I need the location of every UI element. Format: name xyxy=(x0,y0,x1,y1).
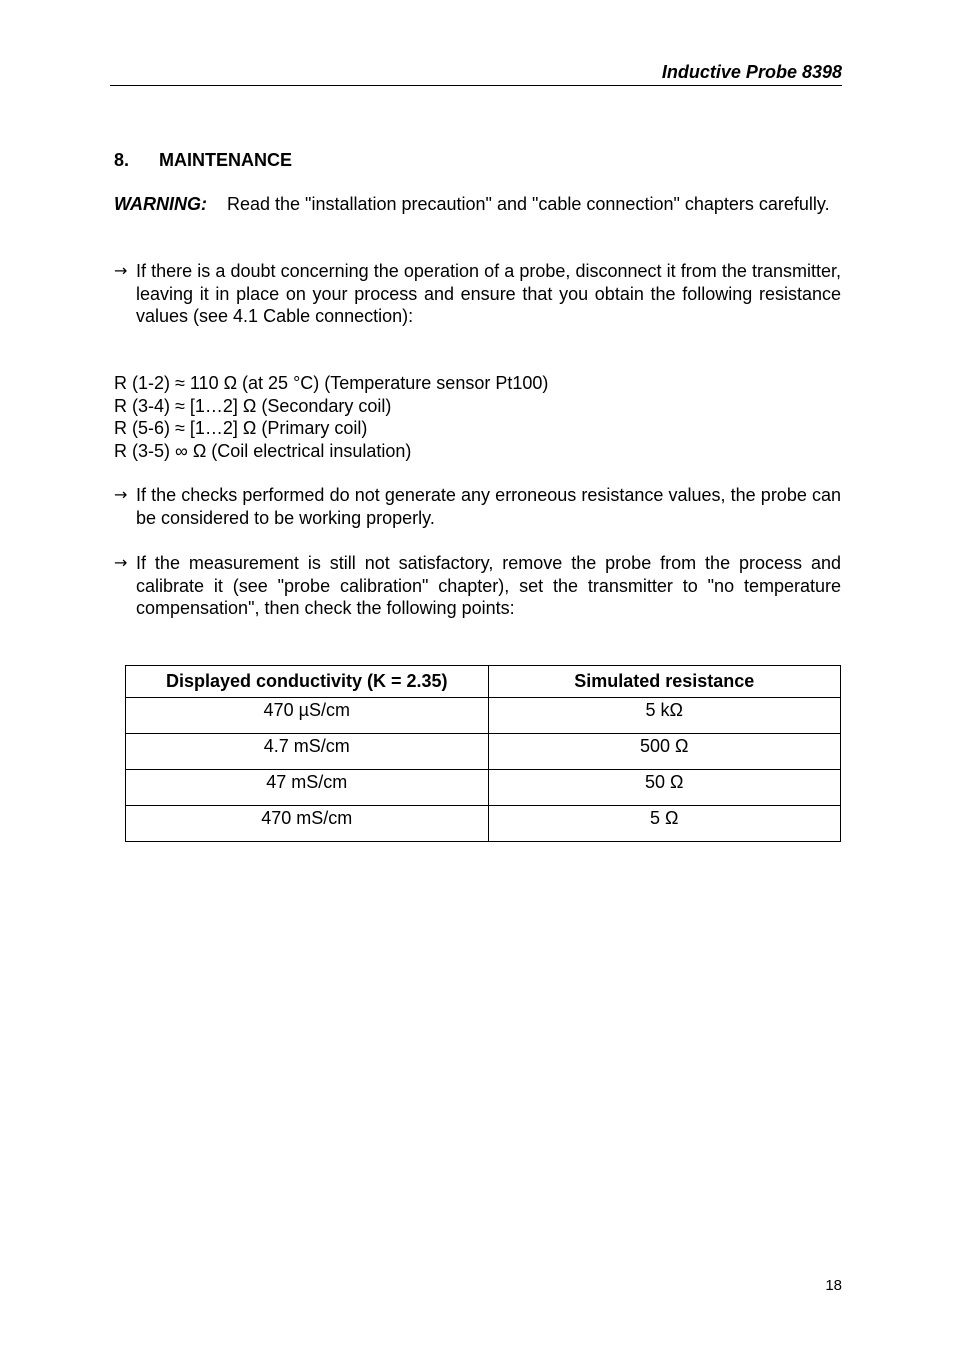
resistance-cell: 5 kΩ xyxy=(488,698,841,734)
header-rule xyxy=(110,85,842,86)
conductivity-cell: 470 µS/cm xyxy=(126,698,489,734)
conductivity-cell: 470 mS/cm xyxy=(126,806,489,842)
bullet-item-working-properly xyxy=(114,484,841,529)
bullet-text: If there is a doubt concerning the operation of a probe, disconnect it from the transmitter, leaving it in place on your process and ensure that you obtain the following resistance values (see 4.1 Cable connection): xyxy=(136,261,841,326)
warning-label: WARNING: xyxy=(114,194,207,214)
resistance-cell: 5 Ω xyxy=(488,806,841,842)
table-row xyxy=(126,698,841,734)
arrow-icon: → xyxy=(114,261,128,280)
resistance-value-line: R (3-4) ≈ [1…2] Ω (Secondary coil) xyxy=(114,395,392,416)
arrow-icon: → xyxy=(114,485,128,504)
table-row xyxy=(126,734,841,770)
resistance-cell: 50 Ω xyxy=(488,770,841,806)
warning-text: Read the "installation precaution" and "cable connection" chapters carefully. xyxy=(227,194,830,214)
bullet-text: If the checks performed do not generate any erroneous resistance values, the probe can be considered to be working properly. xyxy=(136,485,841,528)
conductivity-cell: 4.7 mS/cm xyxy=(126,734,489,770)
column-header-conductivity: Displayed conductivity (K = 2.35) xyxy=(126,666,489,698)
resistance-value-line: R (3-5) ∞ Ω (Coil electrical insulation) xyxy=(114,441,412,462)
table-row xyxy=(126,806,841,842)
section-number: 8. xyxy=(114,150,130,170)
resistance-cell: 500 Ω xyxy=(488,734,841,770)
section-title: MAINTENANCE xyxy=(159,150,292,170)
warning-note xyxy=(114,193,841,216)
section-heading xyxy=(114,148,292,172)
resistance-value-line: R (5-6) ≈ [1…2] Ω (Primary coil) xyxy=(114,418,368,439)
conductivity-cell: 47 mS/cm xyxy=(126,770,489,806)
page-number: 18 xyxy=(825,1277,842,1294)
table-header-row xyxy=(126,666,841,698)
table-row xyxy=(126,770,841,806)
column-header-resistance: Simulated resistance xyxy=(488,666,841,698)
arrow-icon: → xyxy=(114,553,128,572)
bullet-item-not-satisfactory xyxy=(114,552,841,620)
resistance-values-list xyxy=(114,372,548,463)
conductivity-resistance-table xyxy=(125,665,841,842)
running-header: Inductive Probe 8398 xyxy=(661,62,842,82)
bullet-item-check-resistance xyxy=(114,260,841,328)
resistance-value-line: R (1-2) ≈ 110 Ω (at 25 °C) (Temperature sensor Pt100) xyxy=(114,373,549,393)
bullet-text: If the measurement is still not satisfactory, remove the probe from the process and calibrate it (see "probe calibration" chapter), set the transmitter to "no temperature compensation", then check the following points: xyxy=(136,553,841,618)
